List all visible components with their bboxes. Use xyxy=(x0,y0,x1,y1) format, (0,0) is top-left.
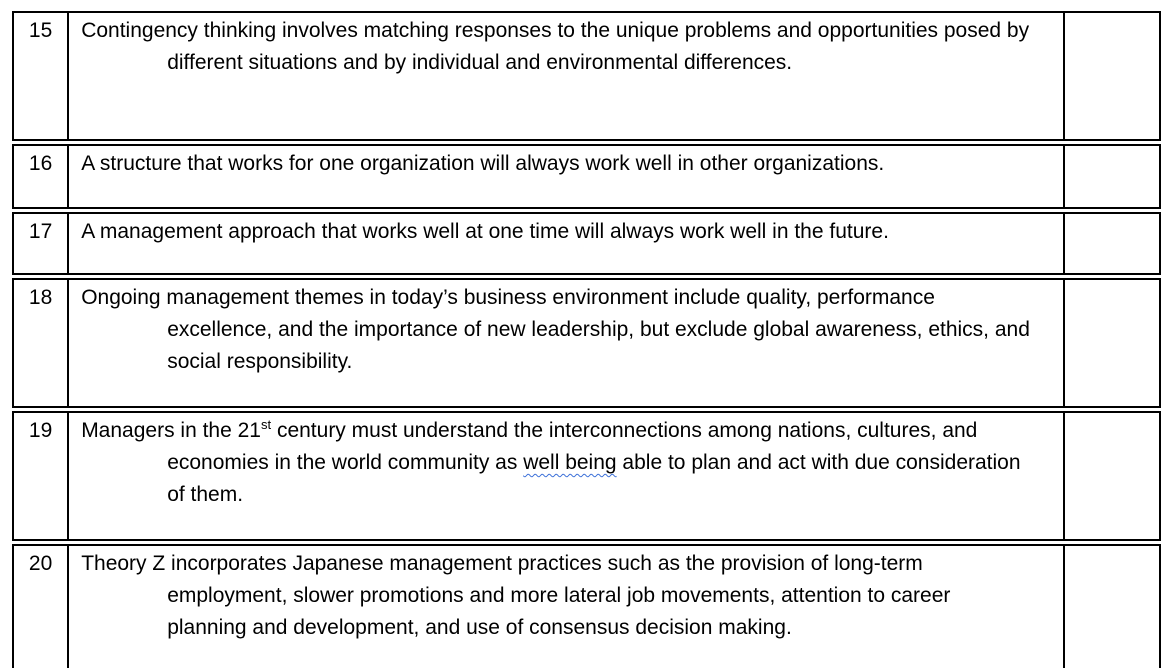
statement-text: A structure that works for one organization will always work well in other organizations. xyxy=(81,152,885,175)
question-number: 20 xyxy=(28,552,53,575)
table-row xyxy=(13,12,1160,140)
question-number-cell xyxy=(13,145,68,208)
table-row xyxy=(13,145,1160,208)
statement-text-part: Managers in the 21 xyxy=(81,419,261,442)
question-number-cell xyxy=(13,545,68,668)
question-table xyxy=(12,11,1161,668)
question-number: 16 xyxy=(28,152,53,175)
statement-text: Theory Z incorporates Japanese management practices such as the provision of long-term employment, slower promotions and more lateral job movements, attention to career planning and development, and use of consensus decision making. xyxy=(81,552,951,639)
statement-cell[interactable] xyxy=(68,145,1063,208)
statement-text: A management approach that works well at one time will always work well in the future. xyxy=(81,220,889,243)
answer-cell[interactable] xyxy=(1064,545,1160,668)
ordinal-superscript: st xyxy=(260,417,272,432)
question-number-cell xyxy=(13,412,68,540)
answer-cell[interactable] xyxy=(1064,12,1160,140)
question-number: 19 xyxy=(28,419,53,442)
table-row xyxy=(13,213,1160,274)
grammar-flagged-text[interactable]: well being xyxy=(523,451,617,474)
table-row xyxy=(13,412,1160,540)
statement-cell[interactable] xyxy=(68,279,1063,407)
statement-cell[interactable] xyxy=(68,12,1063,140)
statement-cell[interactable] xyxy=(68,412,1063,540)
answer-cell[interactable] xyxy=(1064,213,1160,274)
statement-cell[interactable] xyxy=(68,213,1063,274)
table-row xyxy=(13,279,1160,407)
question-number-cell xyxy=(13,12,68,140)
statement-text-part: century must understand the interconnections among nations, cultures, and economies in the world community as xyxy=(167,419,978,474)
statement-text: Contingency thinking involves matching responses to the unique problems and opportunities posed by different situations and by individual and environmental differences. xyxy=(81,19,1030,74)
question-number: 18 xyxy=(28,286,53,309)
question-number-cell xyxy=(13,279,68,407)
statement-cell[interactable] xyxy=(68,545,1063,668)
question-number: 15 xyxy=(28,19,53,42)
statement-text: Ongoing management themes in today’s business environment include quality, performance excellence, and the importance of new leadership, but exclude global awareness, ethics, and social responsibility. xyxy=(81,286,1030,373)
statement-text-part: able to plan and act with due consideration of them. xyxy=(167,451,1021,506)
answer-cell[interactable] xyxy=(1064,412,1160,540)
answer-cell[interactable] xyxy=(1064,145,1160,208)
question-number-cell xyxy=(13,213,68,274)
question-number: 17 xyxy=(28,220,53,243)
statement-text xyxy=(69,413,1062,511)
table-row xyxy=(13,545,1160,668)
answer-cell[interactable] xyxy=(1064,279,1160,407)
